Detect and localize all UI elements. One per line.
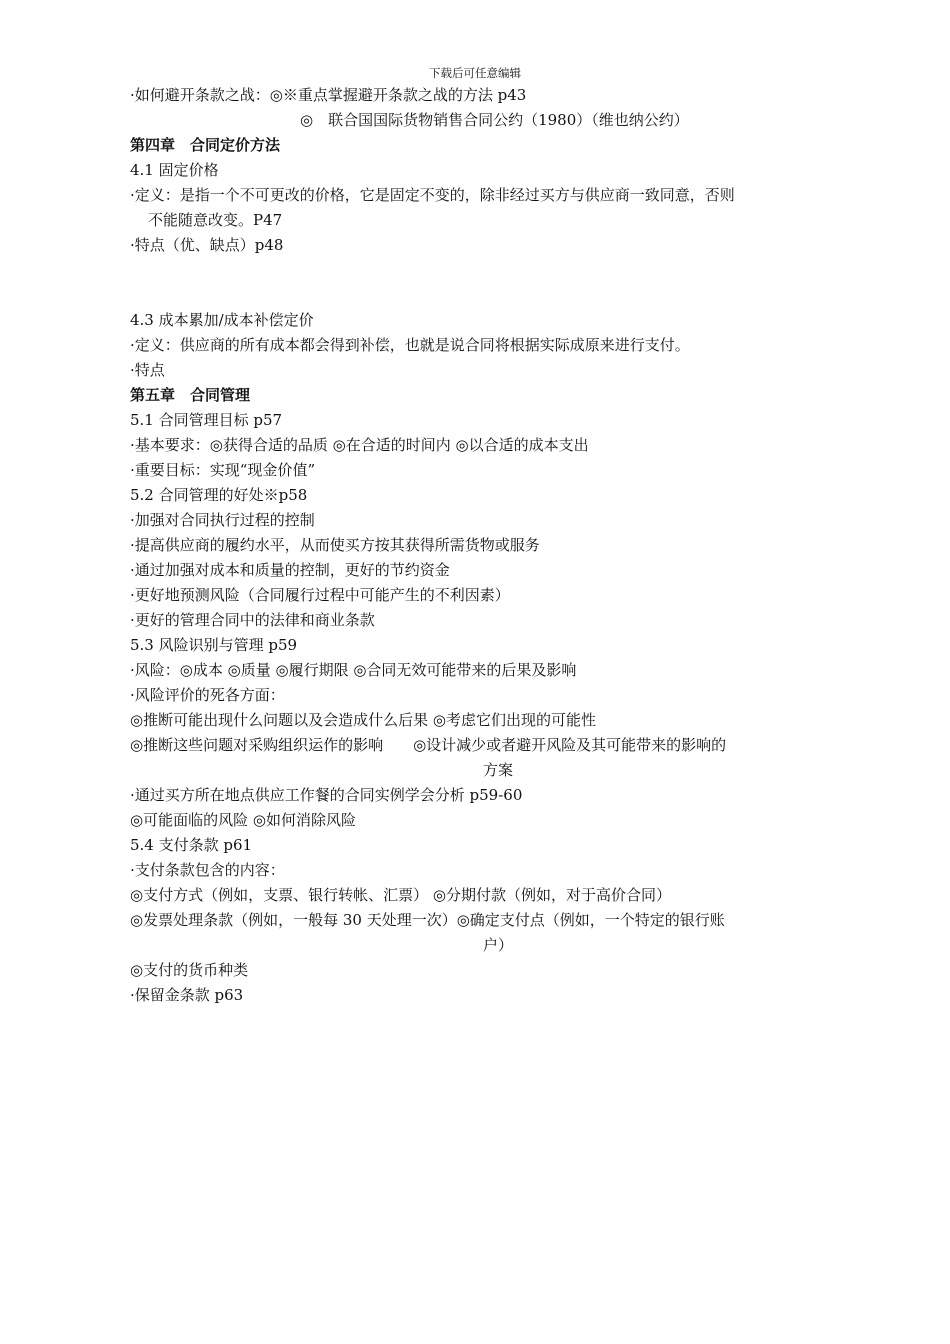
text-line: ·定义：供应商的所有成本都会得到补偿，也就是说合同将根据实际成原来进行支付。 — [130, 336, 690, 354]
chapter-heading: 第四章 合同定价方法 — [130, 136, 281, 154]
text-line: 方案 — [482, 761, 513, 779]
page-header: 下载后可任意编辑 — [429, 66, 521, 80]
text-line: ·保留金条款 p63 — [130, 986, 244, 1004]
document-body — [130, 83, 806, 1008]
text-line: ·更好的管理合同中的法律和商业条款 — [130, 611, 375, 629]
text-line: ◎支付的货币种类 — [130, 961, 249, 979]
section-heading: 5.2 合同管理的好处※p58 — [130, 486, 308, 504]
text-line: ·风险评价的死各方面： — [130, 686, 285, 704]
text-line: ·特点 — [130, 361, 165, 379]
text-line: ·风险：◎成本 ◎质量 ◎履行期限 ◎合同无效可能带来的后果及影响 — [130, 661, 577, 679]
text-line: ·定义：是指一个不可更改的价格，它是固定不变的，除非经过买方与供应商一致同意，否则 — [130, 186, 735, 204]
text-line: ◎ 联合国国际货物销售合同公约（1980）（维也纳公约） — [300, 111, 689, 129]
text-line: ◎支付方式（例如，支票、银行转帐、汇票） ◎分期付款（例如，对于高价合同） — [130, 886, 671, 904]
text-line: ·通过买方所在地点供应工作餐的合同实例学会分析 p59-60 — [130, 786, 523, 804]
text-line: ·支付条款包含的内容： — [130, 861, 285, 879]
chapter-heading: 第五章 合同管理 — [130, 386, 251, 404]
section-heading: 5.3 风险识别与管理 p59 — [130, 636, 298, 654]
text-line: ·重要目标：实现“现金价值” — [130, 461, 316, 479]
section-heading: 5.4 支付条款 p61 — [130, 836, 253, 854]
text-line: 户） — [482, 936, 513, 954]
blank-space — [130, 258, 806, 308]
section-heading: 5.1 合同管理目标 p57 — [130, 411, 283, 429]
text-line: 不能随意改变。P47 — [148, 211, 283, 229]
text-line: ◎推断可能出现什么问题以及会造成什么后果 ◎考虑它们出现的可能性 — [130, 711, 596, 729]
text-line: ·提高供应商的履约水平，从而使买方按其获得所需货物或服务 — [130, 536, 540, 554]
text-line: ·如何避开条款之战：◎※重点掌握避开条款之战的方法 p43 — [130, 86, 527, 104]
text-line: ·更好地预测风险（合同履行过程中可能产生的不利因素） — [130, 586, 510, 604]
text-line: ◎可能面临的风险 ◎如何消除风险 — [130, 811, 356, 829]
text-line: ·基本要求：◎获得合适的品质 ◎在合适的时间内 ◎以合适的成本支出 — [130, 436, 589, 454]
section-heading: 4.3 成本累加/成本补偿定价 — [130, 311, 314, 329]
text-line: ◎推断这些问题对采购组织运作的影响 ◎设计减少或者避开风险及其可能带来的影响的 — [130, 736, 727, 754]
text-line: ·通过加强对成本和质量的控制，更好的节约资金 — [130, 561, 450, 579]
text-line: ◎发票处理条款（例如，一般每 30 天处理一次）◎确定支付点（例如，一个特定的银行账 — [130, 911, 725, 929]
text-line: ·特点（优、缺点）p48 — [130, 236, 284, 254]
text-line: ·加强对合同执行过程的控制 — [130, 511, 315, 529]
section-heading: 4.1 固定价格 — [130, 161, 219, 179]
